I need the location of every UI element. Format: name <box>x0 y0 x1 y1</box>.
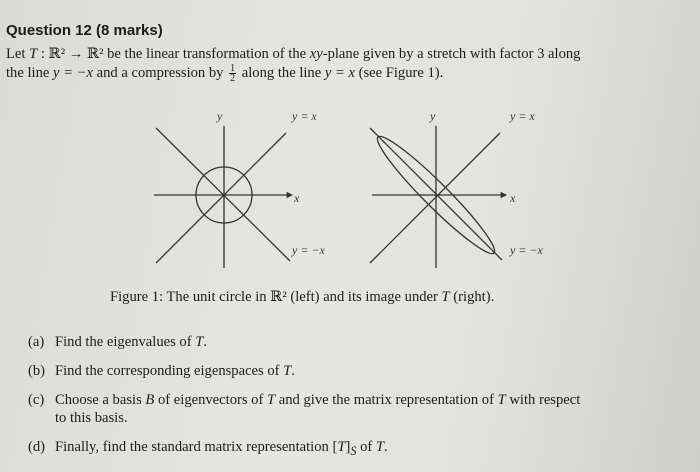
right-line-y-eq-x <box>370 133 500 263</box>
part-c-math-T: T <box>266 392 276 408</box>
part-a-text: Find the eigenvalues of <box>55 334 196 350</box>
part-c-math-B: B <box>145 392 155 408</box>
question-title: Question 12 (8 marks) <box>6 22 163 39</box>
left-line-y-eq-x <box>156 133 286 263</box>
part-d-math-T: T <box>375 439 385 455</box>
left-diag-down-label: y = −x <box>292 243 325 257</box>
intro-math-eq2: y = x <box>324 65 355 81</box>
right-y-label: y <box>430 109 436 123</box>
intro-math-xy: xy <box>309 46 323 62</box>
part-b-math-T: T <box>283 363 292 379</box>
part-c-text: and give the matrix representation of <box>275 392 498 408</box>
part-c-text: with respect <box>505 392 581 408</box>
intro-math-T: T <box>29 46 38 62</box>
left-diag-up-label: y = x <box>292 109 317 123</box>
part-c-continuation: to this basis. <box>55 410 128 426</box>
intro-text: along the line <box>238 65 325 81</box>
intro-text: -plane given by a stretch with factor 3 along <box>322 46 581 62</box>
part-c <box>28 391 668 427</box>
part-a-text-end: . <box>203 334 208 350</box>
caption-text: (right). <box>449 289 495 305</box>
part-d-text: ] <box>345 439 351 455</box>
fraction-one-half <box>229 64 236 83</box>
part-d <box>28 438 668 460</box>
figure-1-diagram <box>150 108 570 268</box>
intro-math-eq1: y = −x <box>53 65 93 81</box>
part-d-label: (d) <box>28 439 46 455</box>
caption-text: Figure 1: The unit circle in ℝ² (left) and its image under <box>110 289 442 305</box>
intro-line-1 <box>6 45 696 64</box>
part-c-text: Choose a basis <box>55 392 146 408</box>
part-c-math-T: T <box>497 392 506 408</box>
part-b <box>28 362 668 380</box>
fraction-denominator: 2 <box>230 73 236 85</box>
intro-text: : ℝ² → ℝ² be the linear transformation of the <box>37 46 310 62</box>
part-d-math-S: S <box>350 443 357 458</box>
intro-text: Let <box>6 46 30 62</box>
fraction-numerator: 1 <box>230 63 236 75</box>
right-diag-down-label: y = −x <box>510 243 543 257</box>
intro-text: and a compression by <box>92 65 228 81</box>
part-a <box>28 333 668 351</box>
part-d-math-T: T <box>337 439 346 455</box>
question-intro <box>6 45 696 83</box>
part-b-text-end: . <box>291 363 295 379</box>
right-panel <box>370 126 506 268</box>
figure-caption <box>110 288 494 306</box>
part-a-math-T: T <box>195 334 204 350</box>
part-a-label: (a) <box>28 334 45 350</box>
part-b-text: Find the corresponding eigenspaces of <box>55 363 284 379</box>
left-panel <box>154 126 292 268</box>
part-d-text: Finally, find the standard matrix representation [ <box>55 439 338 455</box>
intro-line-2 <box>6 64 696 83</box>
right-diag-up-label: y = x <box>510 109 535 123</box>
part-d-text: of <box>356 439 376 455</box>
left-y-label: y <box>217 109 223 123</box>
right-x-label: x <box>510 191 516 205</box>
intro-text: (see Figure 1). <box>354 65 444 81</box>
left-x-label: x <box>294 191 300 205</box>
intro-text: the line <box>6 65 54 81</box>
part-c-text: of eigenvectors of <box>154 392 267 408</box>
caption-math-T: T <box>441 289 450 305</box>
part-b-label: (b) <box>28 363 46 379</box>
part-d-text-end: . <box>384 439 388 455</box>
part-c-label: (c) <box>28 392 45 408</box>
